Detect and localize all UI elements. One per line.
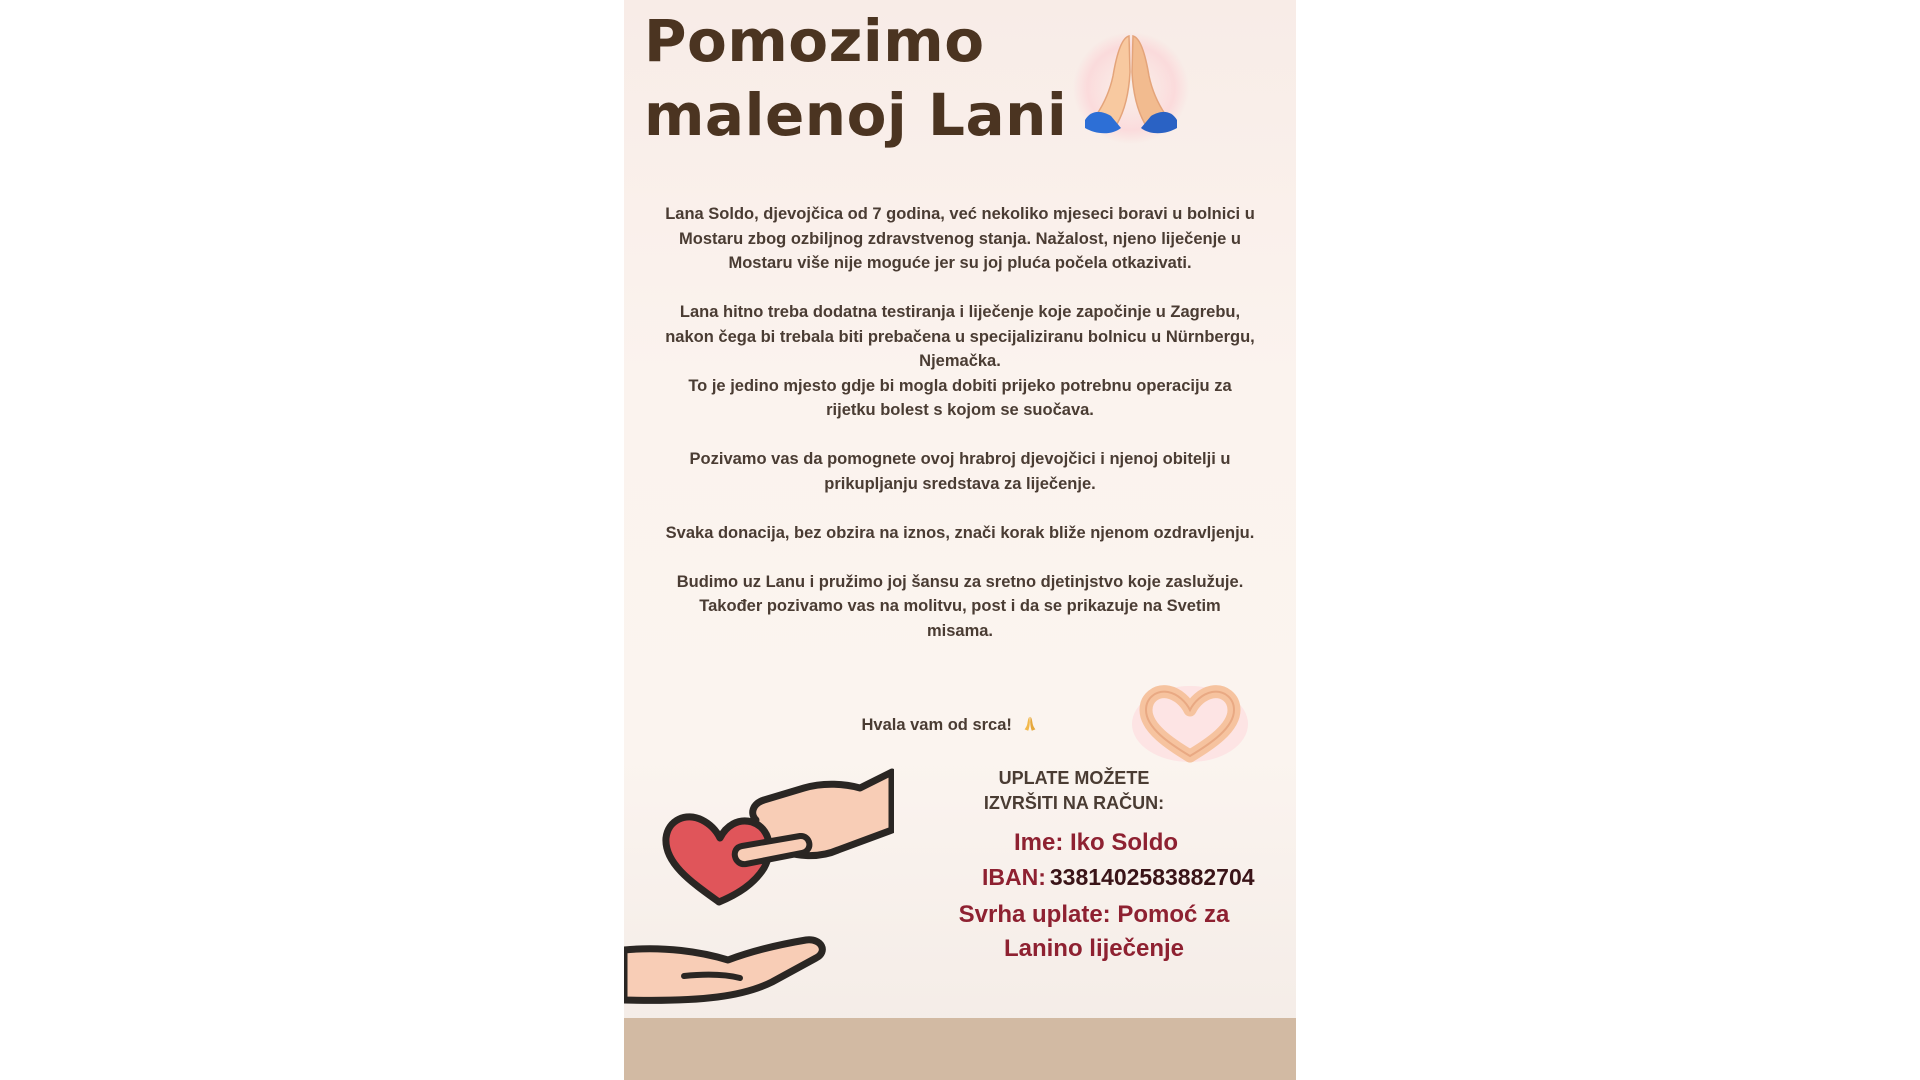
account-iban [982, 862, 1255, 892]
iban-label: IBAN: [982, 864, 1046, 890]
iban-number: 3381402583882704 [1049, 864, 1255, 890]
praying-hands-icon [1071, 28, 1191, 146]
title-line-2: malenoj Lani [644, 81, 1068, 149]
title-line-1: Pomozimo [644, 7, 985, 75]
paragraph-operation: To je jedino mjesto gdje bi mogla dobiti prijeko potrebnu operaciju za rijetku bolest s kojom se suočava. [688, 376, 1232, 419]
payment-purpose: Svrha uplate: Pomoć za Lanino liječenje [958, 901, 1230, 962]
poster-title [644, 4, 1067, 152]
payment-heading [964, 766, 1184, 816]
donation-poster [624, 0, 1296, 1080]
paragraph-treatment: Lana hitno treba dodatna testiranja i liječenje koje započinje u Zagrebu, nakon čega bi trebala biti prebačena u specijaliziranu bolnicu u Nürnbergu, Njemačka. [665, 303, 1255, 370]
thanks-text: Hvala vam od srca! [861, 716, 1012, 734]
small-praying-hands-icon [1021, 715, 1039, 733]
giving-heart-hands-icon [624, 760, 894, 1022]
payment-heading-line-2: IZVRŠITI NA RAČUN: [983, 793, 1165, 813]
paragraph-prayer: Budimo uz Lanu i pružimo joj šansu za sretno djetinjstvo koje zaslužuje. Također pozivamo vas na molitvu, post i da se prikazuje na Svetim misama. [676, 572, 1244, 640]
footer-bar [624, 1018, 1296, 1080]
payment-heading-line-1: UPLATE MOŽETE [998, 768, 1150, 788]
heart-hands-icon [1130, 684, 1250, 764]
paragraph-donation: Svaka donacija, bez obzira na iznos, znači korak bliže njenom ozdravljenju. [665, 523, 1255, 542]
appeal-text [664, 202, 1256, 668]
paragraph-situation: Lana Soldo, djevojčica od 7 godina, već nekoliko mjeseci boravi u bolnici u Mostaru zbog ozbiljnog zdravstvenog stanja. Nažalost, njeno liječenje u Mostaru više nije moguće jer su joj pluća počela otkazivati. [665, 205, 1255, 272]
account-name: Ime: Iko Soldo [1014, 829, 1179, 856]
paragraph-invitation: Pozivamo vas da pomognete ovoj hrabroj djevojčici i njenoj obitelji u prikupljanju sredstava za liječenje. [689, 450, 1231, 493]
